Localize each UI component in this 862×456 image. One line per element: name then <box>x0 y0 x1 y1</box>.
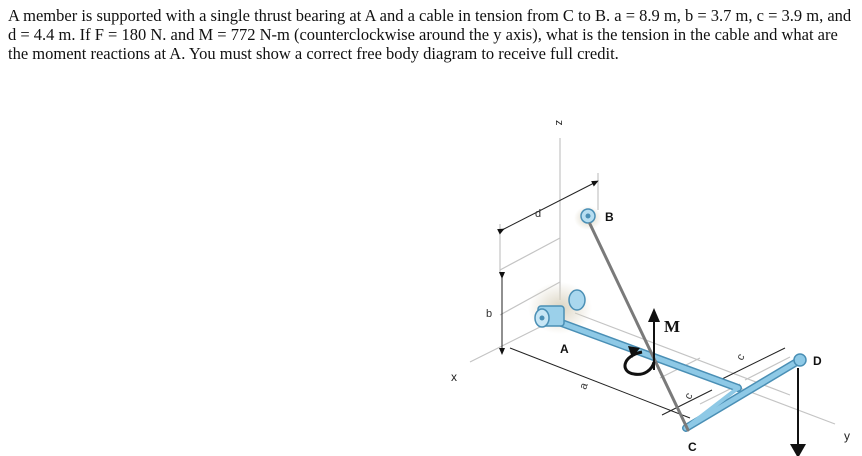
moment-label: M <box>664 317 681 336</box>
bearing-hole <box>540 316 545 321</box>
moment-symbol <box>625 308 660 374</box>
point-label-b: B <box>605 210 614 224</box>
dim-label-b: b <box>486 308 493 320</box>
eyebolt-b <box>574 206 602 230</box>
dim-label-a: a <box>577 381 591 392</box>
force-f-head <box>790 444 806 456</box>
eyebolt-hole <box>586 214 591 219</box>
point-label-d: D <box>813 354 822 368</box>
problem-statement: A member is supported with a single thrust bearing at A and a cable in tension from C to B. a = 8.9 m, b = 3.7 m, c = 3.9 m, and d = 4.4 m. If F = 180 N. and M = 772 N-m (counterclockwise around the y axis), what is the tension in the cable and what are the moment reactions at A. You must show a correct free body diagram to receive full credit. <box>8 6 852 63</box>
dim-label-d: d <box>535 208 542 220</box>
dim-label-c1: c <box>682 390 696 402</box>
axis-label-x: x <box>451 370 457 384</box>
bearing-collar <box>569 290 585 310</box>
wall-line-top <box>500 238 560 270</box>
axis-label-y: y <box>844 429 850 443</box>
point-label-a: A <box>560 342 569 356</box>
member-rod-to-c <box>686 388 738 428</box>
point-d-end <box>794 354 806 366</box>
member-rod-main-fill <box>548 318 738 388</box>
dim-label-c2: c <box>734 351 748 363</box>
point-label-c: C <box>688 440 697 454</box>
axis-label-z: z <box>553 120 565 126</box>
moment-arrow-head <box>648 308 660 322</box>
construction-lines <box>470 138 835 424</box>
